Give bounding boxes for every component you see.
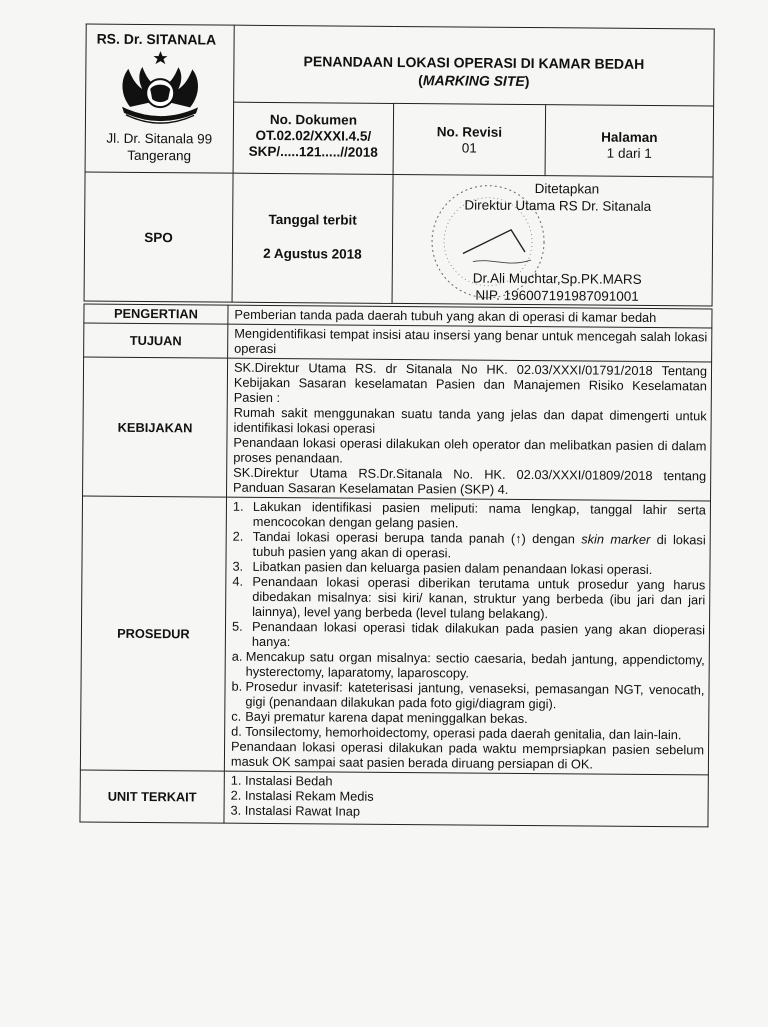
list-item: 3. Instalasi Rawat Inap [230, 802, 361, 819]
hospital-logo [86, 47, 234, 131]
list-item: b. Prosedur invasif: kateterisasi jantung, venaseksi, pemasangan NGT, venocath, gigi (penandaan dilakukan pada foto gigi/diagram gigi). [231, 678, 705, 712]
page-info: Halaman 1 dari 1 [601, 129, 658, 161]
doc-number: No. Dokumen OT.02.02/XXXI.4.5/ SKP/.....121.....//2018 [248, 111, 378, 160]
pengertian-label: PENGERTIAN [84, 304, 228, 324]
spo-label: SPO [84, 172, 233, 302]
revision-cell [393, 103, 546, 175]
issued-date: Tanggal terbit 2 Agustus 2018 [263, 211, 362, 262]
issued-cell [232, 173, 393, 303]
page-cell [545, 105, 714, 177]
hospital-name: RS. Dr. SITANALA [96, 30, 217, 48]
list-item: a. Mencakup satu organ misalnya: sectio caesaria, bedah jantung, appendictomy, hysterectomy, laparatomy, laparoscopy. [231, 648, 705, 681]
kebijakan-text: SK.Direktur Utama RS. dr Sitanala No HK. 02.03/XXXI/01791/2018 Tentang Kebijakan Sasaran keselamatan Pasien dan Manajemen Risiko Keselamatan Pasien : Rumah sakit menggunakan suatu tanda yang jelas dan dapat dimengerti untuk identifikasi lokasi operasi Penandaan lokasi operasi dilakukan oleh operator dan melibatkan pasien di dalam proses penandaan. SK.Direktur Utama RS.Dr.Sitanala No. HK. 02.03/XXXI/01809/2018 tentang Panduan Sasaran Keselamatan Pasien (SKP) 4. [227, 358, 712, 501]
title-subtitle: MARKING SITE [422, 72, 525, 89]
unit-terkait-label: UNIT TERKAIT [80, 770, 224, 823]
approver-name: Dr.Ali Muchtar,Sp.PK.MARS [472, 270, 642, 287]
approver-nip: NIP. 196007191987091001 [475, 287, 639, 304]
prosedur-text [224, 497, 710, 775]
document-title: PENANDAAN LOKASI OPERASI DI KAMAR BEDAH (MARKING SITE) [303, 53, 645, 90]
prosedur-label: PROSEDUR [80, 496, 226, 771]
list-item: 2. Tandai lokasi operasi berupa tanda panah (↑) dengan skin marker di lokasi tubuh pasien yang akan di operasi. [232, 528, 706, 561]
tujuan-text: Mengidentifikasi tempat insisi atau insersi yang benar untuk mencegah salah lokasi operasi [228, 324, 712, 362]
list-item: 4. Penandaan lokasi operasi diberikan terutama untuk prosedur yang harus dibedakan misalnya: sisi kiri/ kanan, struktur yang berbeda (ibu jari dan jari lainnya), level yang berbeda (level tulang belakang). [232, 573, 706, 622]
hospital-cell [85, 24, 234, 173]
pengertian-text: Pemberian tanda pada daerah tubuh yang akan di operasi di kamar bedah [228, 305, 712, 328]
list-item: 1. Instalasi Bedah [230, 772, 333, 789]
prosedur-closing: Penandaan lokasi operasi dilakukan pada waktu memprsiapkan pasien sebelum masuk OK sampai saat pasien berada diruang persiapan di OK. [230, 738, 705, 772]
approval-cell [392, 174, 713, 306]
list-item: c. Bayi prematur karena dapat meninggalkan bekas. [231, 708, 528, 727]
tujuan-label: TUJUAN [84, 323, 228, 358]
header-table [84, 24, 715, 307]
hospital-emblem-icon [111, 49, 208, 128]
prosedur-list [231, 499, 706, 743]
list-item: d. Tonsilectomy, hemorhoidectomy, operasi pada daerah genitalia, dan lain-lain. [231, 723, 682, 743]
list-item: 1. Lakukan identifikasi pasien meliputi: nama lengkap, tanggal lahir serta mencocokan dengan gelang pasien. [232, 498, 706, 531]
list-item: 3. Libatkan pasien dan keluarga pasien dalam penandaan lokasi operasi. [232, 558, 653, 577]
approval-block: Ditetapkan Direktur Utama RS Dr. Sitanala Dr.Ali Muchtar,Sp.PK.MARS NIP. 196007191987091001 [393, 175, 713, 306]
revision: No. Revisi 01 [436, 124, 503, 156]
hospital-address: Jl. Dr. Sitanala 99 Tangerang [106, 130, 213, 164]
list-item: 2. Instalasi Rekam Medis [230, 787, 374, 804]
doc-number-cell [233, 102, 394, 174]
content-table [79, 304, 712, 828]
list-item: 5. Penandaan lokasi operasi tidak dilakukan pada pasien yang akan dioperasi hanya: [231, 618, 706, 650]
kebijakan-label: KEBIJAKAN [83, 357, 228, 497]
title-cell [234, 25, 715, 106]
unit-terkait-list [224, 771, 708, 827]
approver-title: Direktur Utama RS Dr. Sitanala [464, 197, 652, 214]
